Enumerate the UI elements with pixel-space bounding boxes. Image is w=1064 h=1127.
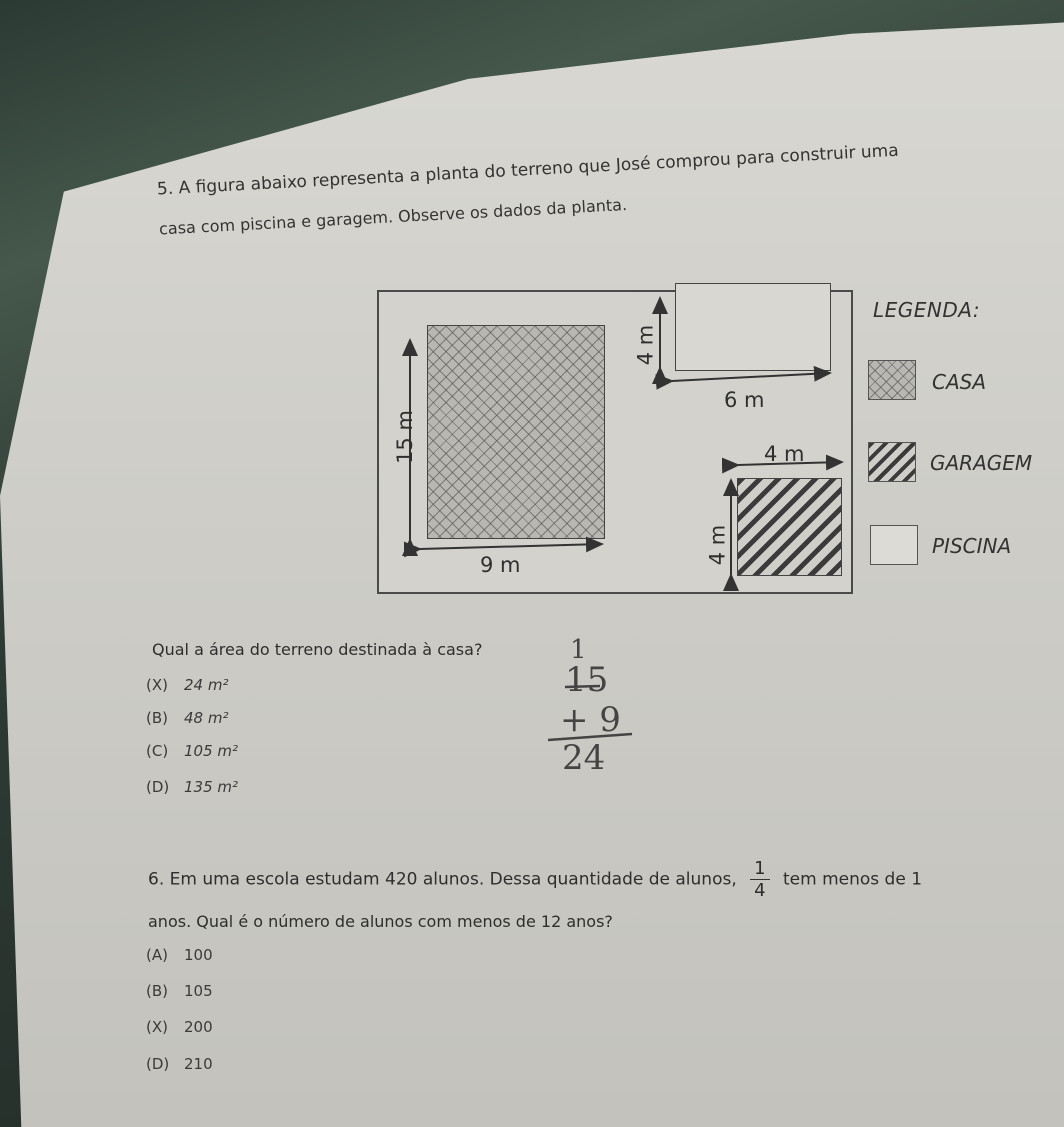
legend-title: LEGENDA: xyxy=(873,298,981,322)
legend-garagem-label: GARAGEM xyxy=(930,451,1033,475)
fraction-numerator: 1 xyxy=(750,858,769,880)
piscina-width-label: 6 m xyxy=(724,388,765,412)
casa-width-label: 9 m xyxy=(480,553,521,577)
handwritten-carry: 1 xyxy=(570,635,587,665)
q5-option-a-letter: (X) xyxy=(146,676,168,694)
q5-option-a-value: 24 m² xyxy=(184,676,229,694)
question-6-text-before: 6. Em uma escola estudam 420 alunos. Dessa quantidade de alunos, xyxy=(148,869,737,890)
garagem-width-label: 4 m xyxy=(764,442,805,466)
q5-option-c-letter: (C) xyxy=(146,742,169,760)
q6-option-d xyxy=(146,1055,213,1073)
legend-casa-label: CASA xyxy=(932,370,987,394)
handwritten-result: 24 xyxy=(562,738,606,778)
q6-option-c-value: 200 xyxy=(184,1018,213,1036)
q6-option-a-letter: (A) xyxy=(146,946,168,964)
fraction-denominator: 4 xyxy=(754,880,766,901)
question-6-text-after: tem menos de 1 xyxy=(783,869,923,890)
q6-option-c xyxy=(146,1018,213,1036)
q6-option-c-letter: (X) xyxy=(146,1018,168,1036)
question-6-line-2: anos. Qual é o número de alunos com menos de 12 anos? xyxy=(148,912,613,931)
q5-option-c-value: 105 m² xyxy=(184,742,239,760)
q6-option-a-value: 100 xyxy=(184,946,213,964)
q5-option-d-value: 135 m² xyxy=(184,778,239,796)
fraction-one-quarter xyxy=(750,858,769,901)
legend-piscina-label: PISCINA xyxy=(932,534,1012,558)
handwritten-number-15: 15 xyxy=(565,660,609,700)
q6-option-d-letter: (D) xyxy=(146,1055,170,1073)
q5-option-d-letter: (D) xyxy=(146,778,170,796)
q6-option-b xyxy=(146,982,213,1000)
q5-option-b-value: 48 m² xyxy=(184,709,229,727)
handwritten-plus-9: + 9 xyxy=(560,700,621,740)
q6-option-d-value: 210 xyxy=(184,1055,213,1073)
q6-option-b-letter: (B) xyxy=(146,982,168,1000)
q5-option-b-letter: (B) xyxy=(146,709,168,727)
q6-option-b-value: 105 xyxy=(184,982,213,1000)
question-6-line-1 xyxy=(148,858,922,901)
q6-option-a xyxy=(146,946,213,964)
piscina-height-label: 4 m xyxy=(633,324,658,366)
garagem-height-label: 4 m xyxy=(705,524,730,566)
question-5-prompt: Qual a área do terreno destinada à casa? xyxy=(152,640,483,659)
casa-height-label: 15 m xyxy=(392,410,417,464)
question-5-line-2: casa com piscina e garagem. Observe os dados da planta. xyxy=(158,194,628,239)
question-5-line-1: 5. A figura abaixo representa a planta do terreno que José comprou para construir uma xyxy=(156,140,900,200)
